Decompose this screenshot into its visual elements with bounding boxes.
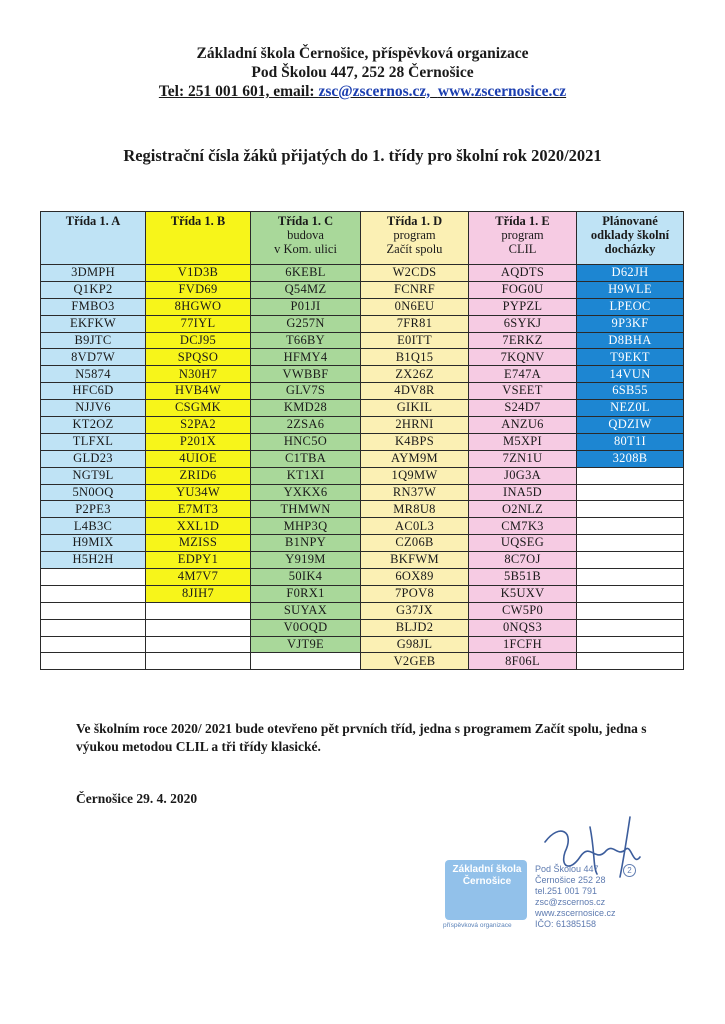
registration-code-cell: CW5P0 bbox=[469, 602, 577, 619]
registration-code-cell: INA5D bbox=[469, 484, 577, 501]
signature-icon bbox=[535, 812, 655, 882]
school-name: Základní škola Černošice, příspěvková organizace bbox=[196, 45, 529, 62]
registration-code-cell: 5B51B bbox=[469, 569, 577, 586]
registration-code-cell: N5874 bbox=[41, 366, 146, 383]
registration-code-cell: B1NPY bbox=[251, 535, 361, 552]
table-row bbox=[41, 332, 684, 349]
registration-code-cell: 6SB55 bbox=[577, 383, 684, 400]
registration-code-cell: 4UIOE bbox=[146, 450, 251, 467]
registration-code-cell: M5XPI bbox=[469, 433, 577, 450]
registration-code-cell: 7POV8 bbox=[361, 585, 469, 602]
registration-code-cell: 14VUN bbox=[577, 366, 684, 383]
registration-code-cell: ANZU6 bbox=[469, 417, 577, 434]
registration-code-cell: E7MT3 bbox=[146, 501, 251, 518]
table-row bbox=[41, 653, 684, 670]
column-subtitle: docházky bbox=[604, 242, 656, 256]
registration-code-cell: Q1KP2 bbox=[41, 281, 146, 298]
registration-code-cell: 7FR81 bbox=[361, 315, 469, 332]
registration-code-cell: MZISS bbox=[146, 535, 251, 552]
registration-code-cell: UQSEG bbox=[469, 535, 577, 552]
column-header-e bbox=[469, 212, 577, 265]
registration-code-cell: F0RX1 bbox=[251, 585, 361, 602]
registration-code-cell: QDZIW bbox=[577, 417, 684, 434]
column-title: Třída 1. B bbox=[170, 214, 226, 228]
registration-code-cell: 8HGWO bbox=[146, 298, 251, 315]
column-title: Třída 1. D bbox=[386, 214, 443, 228]
registration-code-cell: 7KQNV bbox=[469, 349, 577, 366]
registration-code-cell: K4BPS bbox=[361, 433, 469, 450]
registration-code-cell: 3208B bbox=[577, 450, 684, 467]
registration-code-cell: W2CDS bbox=[361, 265, 469, 282]
registration-code-cell: GLD23 bbox=[41, 450, 146, 467]
table-row bbox=[41, 484, 684, 501]
column-title: Plánované bbox=[602, 214, 658, 228]
registration-code-cell: 8JIH7 bbox=[146, 585, 251, 602]
registration-code-cell: CZ06B bbox=[361, 535, 469, 552]
school-header bbox=[0, 44, 725, 101]
registration-code-cell: 8C7OJ bbox=[469, 552, 577, 569]
registration-code-cell: BKFWM bbox=[361, 552, 469, 569]
registration-code-cell: P2PE3 bbox=[41, 501, 146, 518]
registration-code-cell: B1Q15 bbox=[361, 349, 469, 366]
registration-code-cell: V1D3B bbox=[146, 265, 251, 282]
stamp-ico: IČO: 61385158 bbox=[535, 919, 597, 929]
registration-code-cell: MR8U8 bbox=[361, 501, 469, 518]
email-link[interactable]: zsc@zscernos.cz, bbox=[318, 83, 431, 100]
registration-code-cell bbox=[146, 619, 251, 636]
table-row bbox=[41, 535, 684, 552]
registration-code-cell: 4DV8R bbox=[361, 383, 469, 400]
registration-code-cell: YU34W bbox=[146, 484, 251, 501]
registration-code-cell: VWBBF bbox=[251, 366, 361, 383]
table-row bbox=[41, 417, 684, 434]
registration-code-cell: H9MIX bbox=[41, 535, 146, 552]
column-subtitle: budova bbox=[287, 228, 324, 242]
registration-code-cell: TLFXL bbox=[41, 433, 146, 450]
note-text: Ve školním roce 2020/ 2021 bude otevřeno pět prvních tříd, jedna s programem Začít spolu, jedna s výukou metodou CLIL a tři třídy klasické. bbox=[76, 721, 647, 754]
registration-code-cell: D8BHA bbox=[577, 332, 684, 349]
column-header-a bbox=[41, 212, 146, 265]
registration-code-cell: 2HRNI bbox=[361, 417, 469, 434]
registration-code-cell bbox=[577, 501, 684, 518]
registration-code-cell: NJJV6 bbox=[41, 400, 146, 417]
table-row bbox=[41, 265, 684, 282]
table-row bbox=[41, 518, 684, 535]
registration-code-cell: HVB4W bbox=[146, 383, 251, 400]
registration-code-cell: CSGMK bbox=[146, 400, 251, 417]
registration-code-cell: 7ERKZ bbox=[469, 332, 577, 349]
registration-code-cell: V0OQD bbox=[251, 619, 361, 636]
registration-code-cell: 1FCFH bbox=[469, 636, 577, 653]
column-subtitle: odklady školní bbox=[590, 228, 670, 242]
registration-code-cell: 0NQS3 bbox=[469, 619, 577, 636]
registration-code-cell: AC0L3 bbox=[361, 518, 469, 535]
table-row bbox=[41, 400, 684, 417]
table-row bbox=[41, 619, 684, 636]
stamp-web: www.zscernosice.cz bbox=[535, 908, 616, 918]
column-title: Třída 1. C bbox=[277, 214, 334, 228]
document-title: Registrační čísla žáků přijatých do 1. třídy pro školní rok 2020/2021 bbox=[123, 146, 602, 165]
registration-code-cell: EDPY1 bbox=[146, 552, 251, 569]
registration-code-cell: HFMY4 bbox=[251, 349, 361, 366]
registration-code-cell: 6KEBL bbox=[251, 265, 361, 282]
registration-code-cell: 8F06L bbox=[469, 653, 577, 670]
registration-code-cell bbox=[146, 636, 251, 653]
registration-code-cell bbox=[41, 619, 146, 636]
registration-code-cell: 7ZN1U bbox=[469, 450, 577, 467]
school-contact bbox=[0, 82, 725, 101]
registration-code-cell bbox=[577, 569, 684, 586]
registration-code-cell: P201X bbox=[146, 433, 251, 450]
registration-code-cell: FVD69 bbox=[146, 281, 251, 298]
stamp-tel: tel.251 001 791 bbox=[535, 886, 598, 896]
registration-code-cell: 8VD7W bbox=[41, 349, 146, 366]
column-header-d bbox=[361, 212, 469, 265]
table-row bbox=[41, 467, 684, 484]
registration-code-cell bbox=[41, 569, 146, 586]
registration-code-cell: H9WLE bbox=[577, 281, 684, 298]
registration-code-cell: LPEOC bbox=[577, 298, 684, 315]
website-link[interactable]: www.zscernosice.cz bbox=[437, 83, 567, 100]
stamp-logo-line1: Základní škola bbox=[452, 864, 522, 875]
registration-code-cell: XXL1D bbox=[146, 518, 251, 535]
registration-code-cell: AYM9M bbox=[361, 450, 469, 467]
registration-code-cell: VSEET bbox=[469, 383, 577, 400]
registration-code-cell: ZRID6 bbox=[146, 467, 251, 484]
registration-code-cell: Y919M bbox=[251, 552, 361, 569]
table-row bbox=[41, 636, 684, 653]
registration-code-cell: 6OX89 bbox=[361, 569, 469, 586]
registration-code-cell: SPQSO bbox=[146, 349, 251, 366]
registration-code-cell bbox=[146, 602, 251, 619]
registration-code-cell: L4B3C bbox=[41, 518, 146, 535]
column-subtitle: program bbox=[501, 228, 544, 242]
registration-code-cell: THMWN bbox=[251, 501, 361, 518]
registration-code-cell: E747A bbox=[469, 366, 577, 383]
registration-code-cell: 77IYL bbox=[146, 315, 251, 332]
registration-code-cell: HFC6D bbox=[41, 383, 146, 400]
table-row bbox=[41, 315, 684, 332]
registration-code-cell: NEZ0L bbox=[577, 400, 684, 417]
stamp-logo-text bbox=[447, 864, 527, 888]
registration-code-cell: BLJD2 bbox=[361, 619, 469, 636]
registration-code-cell: RN37W bbox=[361, 484, 469, 501]
table-row bbox=[41, 552, 684, 569]
table-body bbox=[41, 265, 684, 670]
registration-code-cell: EKFKW bbox=[41, 315, 146, 332]
registration-code-cell bbox=[577, 636, 684, 653]
stamp-address1: Pod Školou 447 bbox=[535, 864, 599, 874]
table-row bbox=[41, 433, 684, 450]
registration-code-cell: S2PA2 bbox=[146, 417, 251, 434]
registration-code-cell: 0N6EU bbox=[361, 298, 469, 315]
registration-code-cell bbox=[41, 602, 146, 619]
registration-code-cell bbox=[41, 653, 146, 670]
registration-code-cell: ZX26Z bbox=[361, 366, 469, 383]
registration-code-cell: KT2OZ bbox=[41, 417, 146, 434]
table-row bbox=[41, 349, 684, 366]
stamp-number: 2 bbox=[623, 864, 636, 877]
table-row bbox=[41, 366, 684, 383]
registration-code-cell: T9EKT bbox=[577, 349, 684, 366]
registration-table bbox=[40, 211, 684, 670]
registration-code-cell: P01JI bbox=[251, 298, 361, 315]
registration-code-cell bbox=[577, 552, 684, 569]
registration-code-cell: CM7K3 bbox=[469, 518, 577, 535]
school-address: Pod Školou 447, 252 28 Černošice bbox=[251, 64, 474, 81]
column-title: Třída 1. A bbox=[65, 214, 121, 228]
registration-code-cell: YXKX6 bbox=[251, 484, 361, 501]
table-row bbox=[41, 602, 684, 619]
column-subtitle: program bbox=[393, 228, 436, 242]
registration-code-cell: NGT9L bbox=[41, 467, 146, 484]
registration-code-cell: K5UXV bbox=[469, 585, 577, 602]
stamp-logo-sub: příspěvková organizace bbox=[443, 922, 512, 929]
registration-code-cell: 3DMPH bbox=[41, 265, 146, 282]
registration-code-cell: 6SYKJ bbox=[469, 315, 577, 332]
table-row bbox=[41, 298, 684, 315]
registration-code-cell: 50IK4 bbox=[251, 569, 361, 586]
registration-code-cell bbox=[577, 602, 684, 619]
registration-code-cell bbox=[41, 585, 146, 602]
table-row bbox=[41, 281, 684, 298]
registration-code-cell: S24D7 bbox=[469, 400, 577, 417]
registration-code-cell: H5H2H bbox=[41, 552, 146, 569]
registration-code-cell: AQDTS bbox=[469, 265, 577, 282]
registration-code-cell: 4M7V7 bbox=[146, 569, 251, 586]
registration-code-cell: V2GEB bbox=[361, 653, 469, 670]
registration-code-cell: HNC5O bbox=[251, 433, 361, 450]
registration-code-cell: KMD28 bbox=[251, 400, 361, 417]
registration-code-cell bbox=[41, 636, 146, 653]
registration-code-cell bbox=[251, 653, 361, 670]
registration-code-cell bbox=[577, 653, 684, 670]
place-date: Černošice 29. 4. 2020 bbox=[76, 791, 198, 806]
stamp-email: zsc@zscernos.cz bbox=[535, 897, 606, 907]
registration-code-cell bbox=[577, 619, 684, 636]
registration-code-cell: O2NLZ bbox=[469, 501, 577, 518]
registration-code-cell: Q54MZ bbox=[251, 281, 361, 298]
table-header-row bbox=[41, 212, 684, 265]
registration-code-cell: 9P3KF bbox=[577, 315, 684, 332]
registration-code-cell: 2ZSA6 bbox=[251, 417, 361, 434]
table-row bbox=[41, 585, 684, 602]
table-row bbox=[41, 450, 684, 467]
registration-code-cell bbox=[577, 467, 684, 484]
registration-code-cell: G98JL bbox=[361, 636, 469, 653]
registration-code-cell: T66BY bbox=[251, 332, 361, 349]
registration-code-cell: N30H7 bbox=[146, 366, 251, 383]
table-row bbox=[41, 569, 684, 586]
stamp-address2: Černošice 252 28 bbox=[535, 875, 606, 885]
column-header-b bbox=[146, 212, 251, 265]
registration-code-cell: FMBO3 bbox=[41, 298, 146, 315]
registration-code-cell bbox=[577, 518, 684, 535]
registration-code-cell: C1TBA bbox=[251, 450, 361, 467]
table-row bbox=[41, 383, 684, 400]
registration-code-cell: GIKIL bbox=[361, 400, 469, 417]
registration-code-cell: PYPZL bbox=[469, 298, 577, 315]
registration-code-cell: J0G3A bbox=[469, 467, 577, 484]
stamp-logo-line2: Černošice bbox=[462, 876, 512, 887]
registration-code-cell: 5N0OQ bbox=[41, 484, 146, 501]
registration-code-cell: B9JTC bbox=[41, 332, 146, 349]
column-header-f bbox=[577, 212, 684, 265]
table-row bbox=[41, 501, 684, 518]
registration-code-cell: G37JX bbox=[361, 602, 469, 619]
registration-code-cell: E0ITT bbox=[361, 332, 469, 349]
registration-code-cell: GLV7S bbox=[251, 383, 361, 400]
registration-code-cell: VJT9E bbox=[251, 636, 361, 653]
registration-code-cell: 80T1I bbox=[577, 433, 684, 450]
registration-code-cell: DCJ95 bbox=[146, 332, 251, 349]
phone-text: Tel: 251 001 601, email: bbox=[158, 83, 319, 100]
registration-code-cell bbox=[577, 535, 684, 552]
column-title: Třída 1. E bbox=[495, 214, 550, 228]
registration-code-cell: 1Q9MW bbox=[361, 467, 469, 484]
registration-code-cell: FOG0U bbox=[469, 281, 577, 298]
registration-code-cell bbox=[146, 653, 251, 670]
column-subtitle: Začít spolu bbox=[386, 242, 443, 256]
registration-code-cell bbox=[577, 484, 684, 501]
registration-code-cell: G257N bbox=[251, 315, 361, 332]
registration-code-cell: D62JH bbox=[577, 265, 684, 282]
registration-code-cell: SUYAX bbox=[251, 602, 361, 619]
column-subtitle: v Kom. ulici bbox=[274, 242, 337, 256]
registration-code-cell: FCNRF bbox=[361, 281, 469, 298]
registration-code-cell: MHP3Q bbox=[251, 518, 361, 535]
registration-code-cell bbox=[577, 585, 684, 602]
registration-code-cell: KT1XI bbox=[251, 467, 361, 484]
column-subtitle: CLIL bbox=[508, 242, 537, 256]
column-header-c bbox=[251, 212, 361, 265]
